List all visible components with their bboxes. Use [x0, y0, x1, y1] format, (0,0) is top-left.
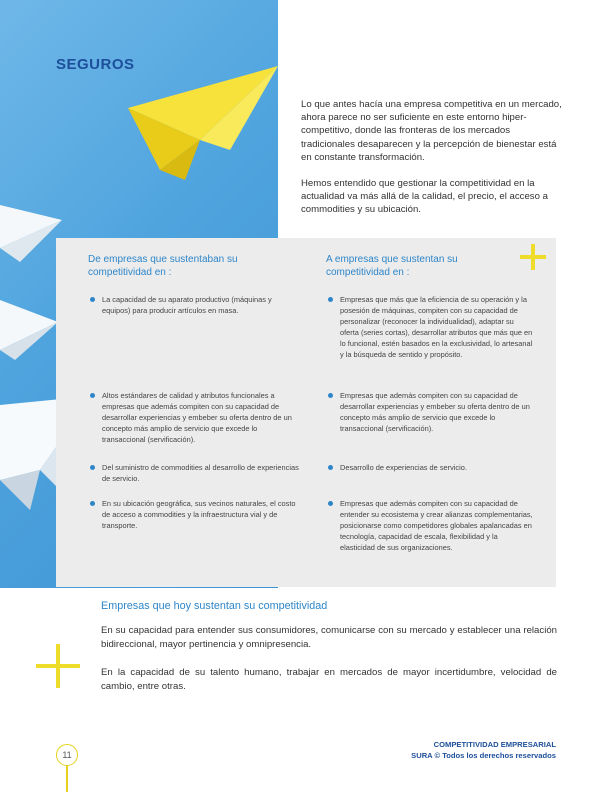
bottom-section-title: Empresas que hoy sustentan su competitividad [101, 600, 328, 612]
list-item [326, 390, 534, 434]
list-item-text: Desarrollo de experiencias de servicio. [340, 463, 467, 472]
footer-line-1: COMPETITIVIDAD EMPRESARIAL [433, 740, 556, 749]
comparison-column-before [88, 254, 299, 530]
bullet-icon [328, 501, 333, 506]
bottom-paragraph-1: En su capacidad para entender sus consumidores, comunicarse con su mercado y establecer una relación bidireccional, mayor pertinencia y omnipresencia. [101, 625, 557, 650]
bullet-icon [90, 393, 95, 398]
list-item [88, 390, 302, 445]
list-item-text: En su ubicación geográfica, sus vecinos naturales, el costo de acceso a commodities y la infraestructura vial y de transporte. [102, 499, 296, 530]
plus-icon [520, 244, 546, 270]
comparison-panel [56, 238, 556, 587]
intro-text [301, 98, 563, 230]
list-item-text: La capacidad de su aparato productivo (máquinas y equipos) para producir artículos en masa. [102, 295, 272, 315]
yellow-paper-plane-image [128, 66, 278, 180]
page-number: 11 [56, 744, 78, 766]
list-item-text: Altos estándares de calidad y atributos funcionales a empresas que además compiten con su capacidad de desarrollar experiencias y embeber su oferta dentro de un concepto más amplio de servicio que excede lo transaccional (servificación). [102, 391, 292, 444]
section-title: SEGUROS [56, 56, 135, 73]
list-item [88, 294, 302, 316]
bullet-icon [328, 465, 333, 470]
bullet-icon [328, 297, 333, 302]
footer [411, 740, 556, 761]
list-item [326, 462, 534, 473]
intro-paragraph-1: Lo que antes hacía una empresa competitiva en un mercado, ahora parece no ser suficiente en este entorno hiper-competitivo, donde las fronteras de los mercados tradicionales desaparecen y la percepción de bienestar está en constante transformación. [301, 99, 562, 163]
column-heading-before: De empresas que sustentaban su competitividad en : [88, 254, 238, 278]
comparison-column-after [326, 254, 534, 552]
list-item-text: Empresas que además compiten con su capacidad de entender su ecosistema y crear alianzas complementarias, posicionarse como competidores globales apalancadas en tecnología, capacidad de escala, flexibilidad y la elasticidad de sus organizaciones. [340, 499, 533, 552]
bullet-icon [328, 393, 333, 398]
list-item [88, 462, 302, 484]
bullet-icon [90, 465, 95, 470]
page-number-line [66, 766, 68, 792]
bullet-icon [90, 501, 95, 506]
bullet-icon [90, 297, 95, 302]
list-item [88, 498, 302, 531]
list-item [326, 294, 534, 360]
list-item [326, 498, 534, 553]
footer-line-2: SURA © Todos los derechos reservados [411, 750, 556, 760]
list-item-text: Empresas que además compiten con su capacidad de desarrollar experiencias y embeber su oferta dentro de un concepto más amplio de servicio que excede lo transaccional (servificación). [340, 391, 530, 433]
column-heading-after: A empresas que sustentan su competitividad en : [326, 254, 458, 278]
list-item-text: Del suministro de commodities al desarrollo de experiencias de servicio. [102, 463, 299, 483]
plus-icon [36, 644, 80, 688]
list-item-text: Empresas que más que la eficiencia de su operación y la posesión de máquinas, compiten con su capacidad de personalizar (reconocer la individualidad), adaptar su oferta (series cortas), desarrollar atributos que más que en lo funcional, estén basados en la exclusividad, lo artesanal y la búsqueda de sentido y propósito. [340, 295, 533, 359]
bottom-paragraph-2: En la capacidad de su talento humano, trabajar en mercados de mayor incertidumbre, velocidad de cambio, entre otras. [101, 667, 557, 692]
intro-paragraph-2: Hemos entendido que gestionar la competitividad en la actualidad va más allá de la calidad, el precio, el acceso a commodities y su ubicación. [301, 178, 548, 216]
